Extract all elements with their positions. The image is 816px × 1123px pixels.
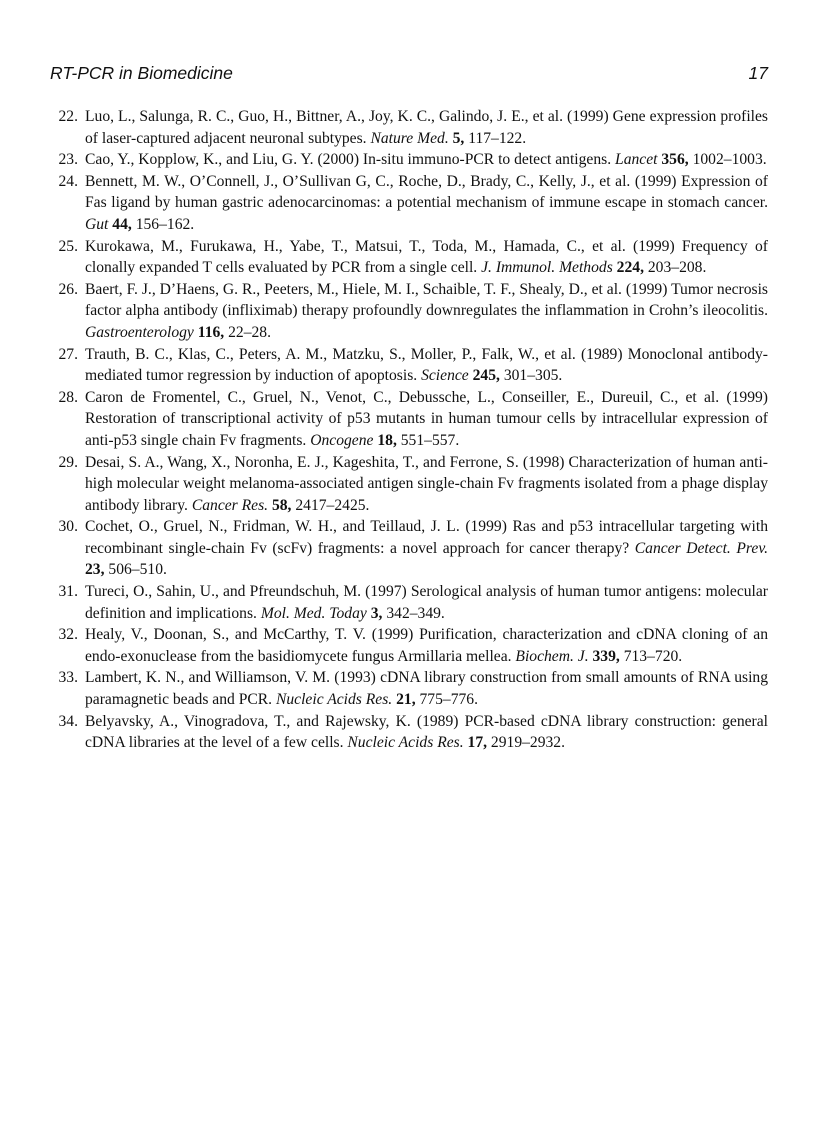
reference-number: 25. <box>58 237 78 255</box>
reference-volume: 23, <box>85 561 105 579</box>
reference-item <box>50 149 768 171</box>
reference-volume: 245, <box>472 367 500 385</box>
reference-text: Luo, L., Salunga, R. C., Guo, H., Bittner, A., Joy, K. C., Galindo, J. E., et al. (1999) Gene expression profiles of laser-captured adjacent neuronal subtypes. <box>85 108 768 147</box>
reference-text: Caron de Fromentel, C., Gruel, N., Venot, C., Debussche, L., Conseiller, E., Dureuil, C., et al. (1999) Restoration of transcriptional activity of p53 mutants in human tumour cells by intracellular expression of anti-p53 single chain Fv fragments. <box>85 388 768 449</box>
reference-text: Cochet, O., Gruel, N., Fridman, W. H., and Teillaud, J. L. (1999) Ras and p53 intracellular targeting with recombinant single-chain Fv (scFv) fragments: a novel approach for cancer therapy? <box>85 518 768 557</box>
reference-number: 29. <box>58 453 78 471</box>
reference-journal: Nucleic Acids Res. <box>347 734 464 752</box>
reference-number: 22. <box>58 108 78 125</box>
reference-item <box>50 452 768 517</box>
reference-journal: Nature Med. <box>370 129 449 147</box>
reference-item <box>50 236 768 279</box>
reference-item <box>50 387 768 452</box>
reference-journal: Science <box>421 367 469 385</box>
reference-number: 30. <box>58 518 78 536</box>
reference-text: Cao, Y., Kopplow, K., and Liu, G. Y. (2000) In-situ immuno-PCR to detect antigens. <box>85 151 612 169</box>
reference-pages: 2919–2932. <box>490 734 565 752</box>
reference-text: Trauth, B. C., Klas, C., Peters, A. M., Matzku, S., Moller, P., Falk, W., et al. (1989) Monoclonal antibody-mediated tumor regression by induction of apoptosis. <box>85 345 768 385</box>
reference-pages: 775–776. <box>419 691 478 709</box>
reference-volume: 3, <box>370 604 383 622</box>
page-number: 17 <box>748 63 768 83</box>
reference-text: Desai, S. A., Wang, X., Noronha, E. J., Kageshita, T., and Ferrone, S. (1998) Characterization of human anti-high molecular weight melanoma-associated antigen single-chain Fv fragments isolated from a phage display antibody library. <box>85 453 768 514</box>
reference-journal: Cancer Detect. Prev. <box>634 539 768 557</box>
reference-volume: 356, <box>661 151 689 169</box>
reference-journal: Lancet <box>615 151 658 169</box>
reference-volume: 18, <box>377 431 397 449</box>
reference-item <box>50 516 768 581</box>
reference-journal: Mol. Med. Today <box>260 604 367 622</box>
reference-text: Baert, F. J., D’Haens, G. R., Peeters, M., Hiele, M. I., Schaible, T. F., Shealy, D., et al. (1999) Tumor necrosis factor alpha antibody (infliximab) therapy profoundly downregulates the inflammation in Crohn’s ileocolitis. <box>85 280 768 320</box>
reference-item <box>50 711 768 754</box>
reference-volume: 224, <box>616 259 644 277</box>
reference-text: Lambert, K. N., and Williamson, V. M. (1993) cDNA library construction from small amounts of RNA using paramagnetic beads and PCR. <box>85 669 768 709</box>
reference-pages: 342–349. <box>386 604 445 622</box>
reference-volume: 44, <box>112 215 132 233</box>
reference-volume: 339, <box>592 647 620 665</box>
reference-text: Tureci, O., Sahin, U., and Pfreundschuh, M. (1997) Serological analysis of human tumor antigens: molecular definition and implications. <box>85 583 768 622</box>
reference-list <box>50 106 768 754</box>
running-title: RT-PCR in Biomedicine <box>50 63 233 83</box>
reference-volume: 58, <box>271 496 292 514</box>
reference-text: Belyavsky, A., Vinogradova, T., and Rajewsky, K. (1989) PCR-based cDNA library construction: general cDNA libraries at the level of a few cells. <box>85 712 768 752</box>
reference-number: 27. <box>58 345 78 363</box>
reference-number: 33. <box>58 669 78 687</box>
reference-pages: 156–162. <box>135 215 195 233</box>
reference-journal: Oncogene <box>310 431 374 449</box>
reference-pages: 1002–1003. <box>692 151 767 169</box>
reference-number: 34. <box>58 712 78 730</box>
reference-number: 28. <box>58 388 78 406</box>
reference-journal: Cancer Res. <box>191 496 269 514</box>
reference-pages: 2417–2425. <box>295 496 370 514</box>
reference-item <box>50 581 768 624</box>
reference-journal: J. Immunol. Methods <box>481 259 613 277</box>
reference-item <box>50 344 768 387</box>
reference-journal: Gastroenterology <box>85 323 194 341</box>
reference-pages: 117–122. <box>468 129 527 147</box>
reference-volume: 116, <box>197 323 225 341</box>
reference-item <box>50 624 768 667</box>
reference-item <box>50 171 768 236</box>
reference-number: 24. <box>58 172 78 190</box>
reference-journal: Biochem. J. <box>515 647 589 665</box>
reference-pages: 551–557. <box>400 431 460 449</box>
reference-text: Kurokawa, M., Furukawa, H., Yabe, T., Matsui, T., Toda, M., Hamada, C., et al. (1999) Frequency of clonally expanded T cells evaluated by PCR from a single cell. <box>85 237 768 277</box>
reference-volume: 5, <box>452 129 465 147</box>
reference-volume: 21, <box>396 691 416 709</box>
reference-text: Healy, V., Doonan, S., and McCarthy, T. V. (1999) Purification, characterization and cDNA cloning of an endo-exonuclease from the basidiomycete fungus Armillaria mellea. <box>85 626 768 665</box>
reference-journal: Nucleic Acids Res. <box>275 691 393 709</box>
reference-pages: 203–208. <box>647 259 707 277</box>
reference-pages: 301–305. <box>503 367 563 385</box>
running-header <box>50 63 768 87</box>
reference-number: 23. <box>58 151 78 169</box>
reference-volume: 17, <box>467 734 488 752</box>
reference-pages: 506–510. <box>108 561 167 579</box>
reference-journal: Gut <box>85 215 109 233</box>
reference-item <box>50 106 768 149</box>
reference-pages: 22–28. <box>228 323 271 341</box>
reference-number: 26. <box>58 280 78 298</box>
reference-pages: 713–720. <box>623 647 683 665</box>
reference-item <box>50 279 768 344</box>
reference-item <box>50 667 768 710</box>
reference-number: 31. <box>58 583 78 601</box>
reference-number: 32. <box>58 626 78 644</box>
reference-text: Bennett, M. W., O’Connell, J., O’Sullivan G, C., Roche, D., Brady, C., Kelly, J., et al. (1999) Expression of Fas ligand by human gastric adenocarcinomas: a potential mechanism of immune escape in stomach cancer. <box>85 172 768 212</box>
